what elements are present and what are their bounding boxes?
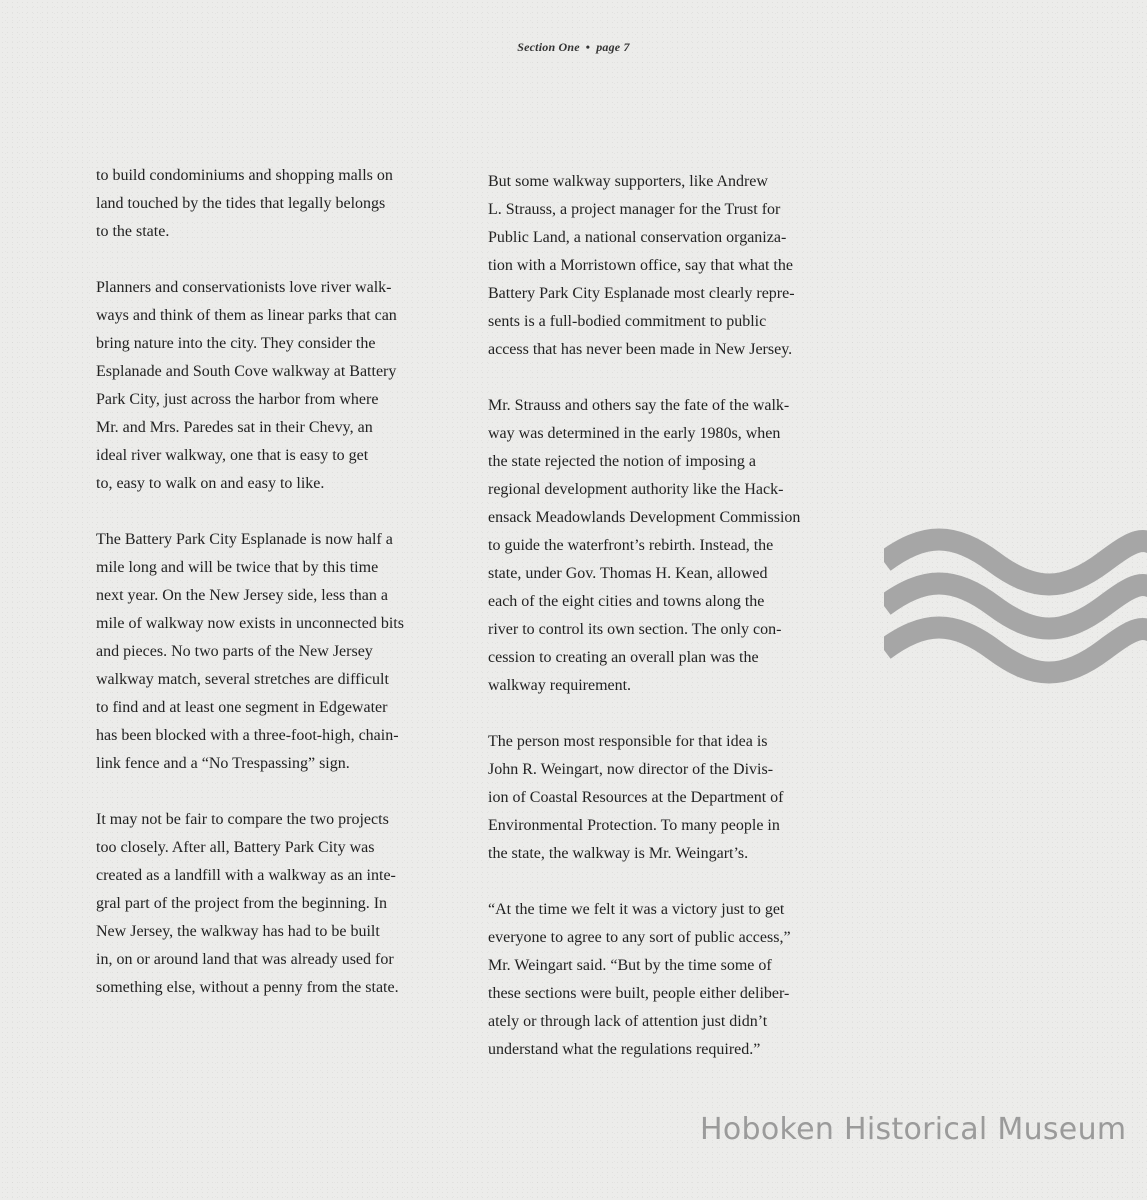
paragraph: “At the time we felt it was a victory just to get everyone to agree to any sort of public access,” Mr. Weingart said. “But by the time some of these sections were built, people either deliber- ately or through lack of attention just didn’t understand what the regulations required.”	[488, 901, 791, 1058]
paragraph: The Battery Park City Esplanade is now half a mile long and will be twice that by this time next year. On the New Jersey side, less than a mile of walkway now exists in unconnected bits and pieces. No two parts of the New Jersey walkway match, several stretches are difficult to find and at least one segment in Edgewater has been blocked with a three-foot-high, chain- link fence and a “No Trespassing” sign.	[96, 531, 404, 772]
wave-line	[884, 628, 1147, 673]
header-separator: •	[585, 40, 591, 54]
page-number: page 7	[596, 40, 630, 54]
paragraph: to build condominiums and shopping malls on land touched by the tides that legally belongs to the state.	[96, 167, 393, 240]
right-column	[488, 168, 850, 1092]
paragraph: It may not be fair to compare the two projects too closely. After all, Battery Park City was created as a landfill with a walkway as an inte- gral part of the project from the beginning. In New Jersey, the walkway has had to be built in, on or around land that was already used for something else, without a penny from the state.	[96, 811, 399, 996]
left-column	[96, 162, 458, 1030]
wave-lines-icon	[884, 520, 1147, 690]
paragraph: Planners and conservationists love river walk- ways and think of them as linear parks that can bring nature into the city. They consider the Esplanade and South Cove walkway at Battery Park City, just across the harbor from where Mr. and Mrs. Paredes sat in their Chevy, an ideal river walkway, one that is easy to get to, easy to walk on and easy to like.	[96, 279, 397, 492]
page-header	[0, 40, 1147, 55]
paragraph: The person most responsible for that idea is John R. Weingart, now director of the Divis- ion of Coastal Resources at the Department of Environmental Protection. To many people in the state, the walkway is Mr. Weingart’s.	[488, 733, 784, 862]
watermark: Hoboken Historical Museum	[700, 1112, 1127, 1147]
paragraph: Mr. Strauss and others say the fate of the walk- way was determined in the early 1980s, when the state rejected the notion of imposing a regional development authority like the Hack- ensack Meadowlands Development Commission to guide the waterfront’s rebirth. Instead, the state, under Gov. Thomas H. Kean, allowed each of the eight cities and towns along the river to control its own section. The only con- cession to creating an overall plan was the walkway requirement.	[488, 397, 801, 694]
section-label: Section One	[517, 40, 580, 54]
paragraph: But some walkway supporters, like Andrew L. Strauss, a project manager for the Trust for Public Land, a national conservation organiza- tion with a Morristown office, say that what the Battery Park City Esplanade most clearly repre- sents is a full-bodied commitment to public access that has never been made in New Jersey.	[488, 173, 795, 358]
